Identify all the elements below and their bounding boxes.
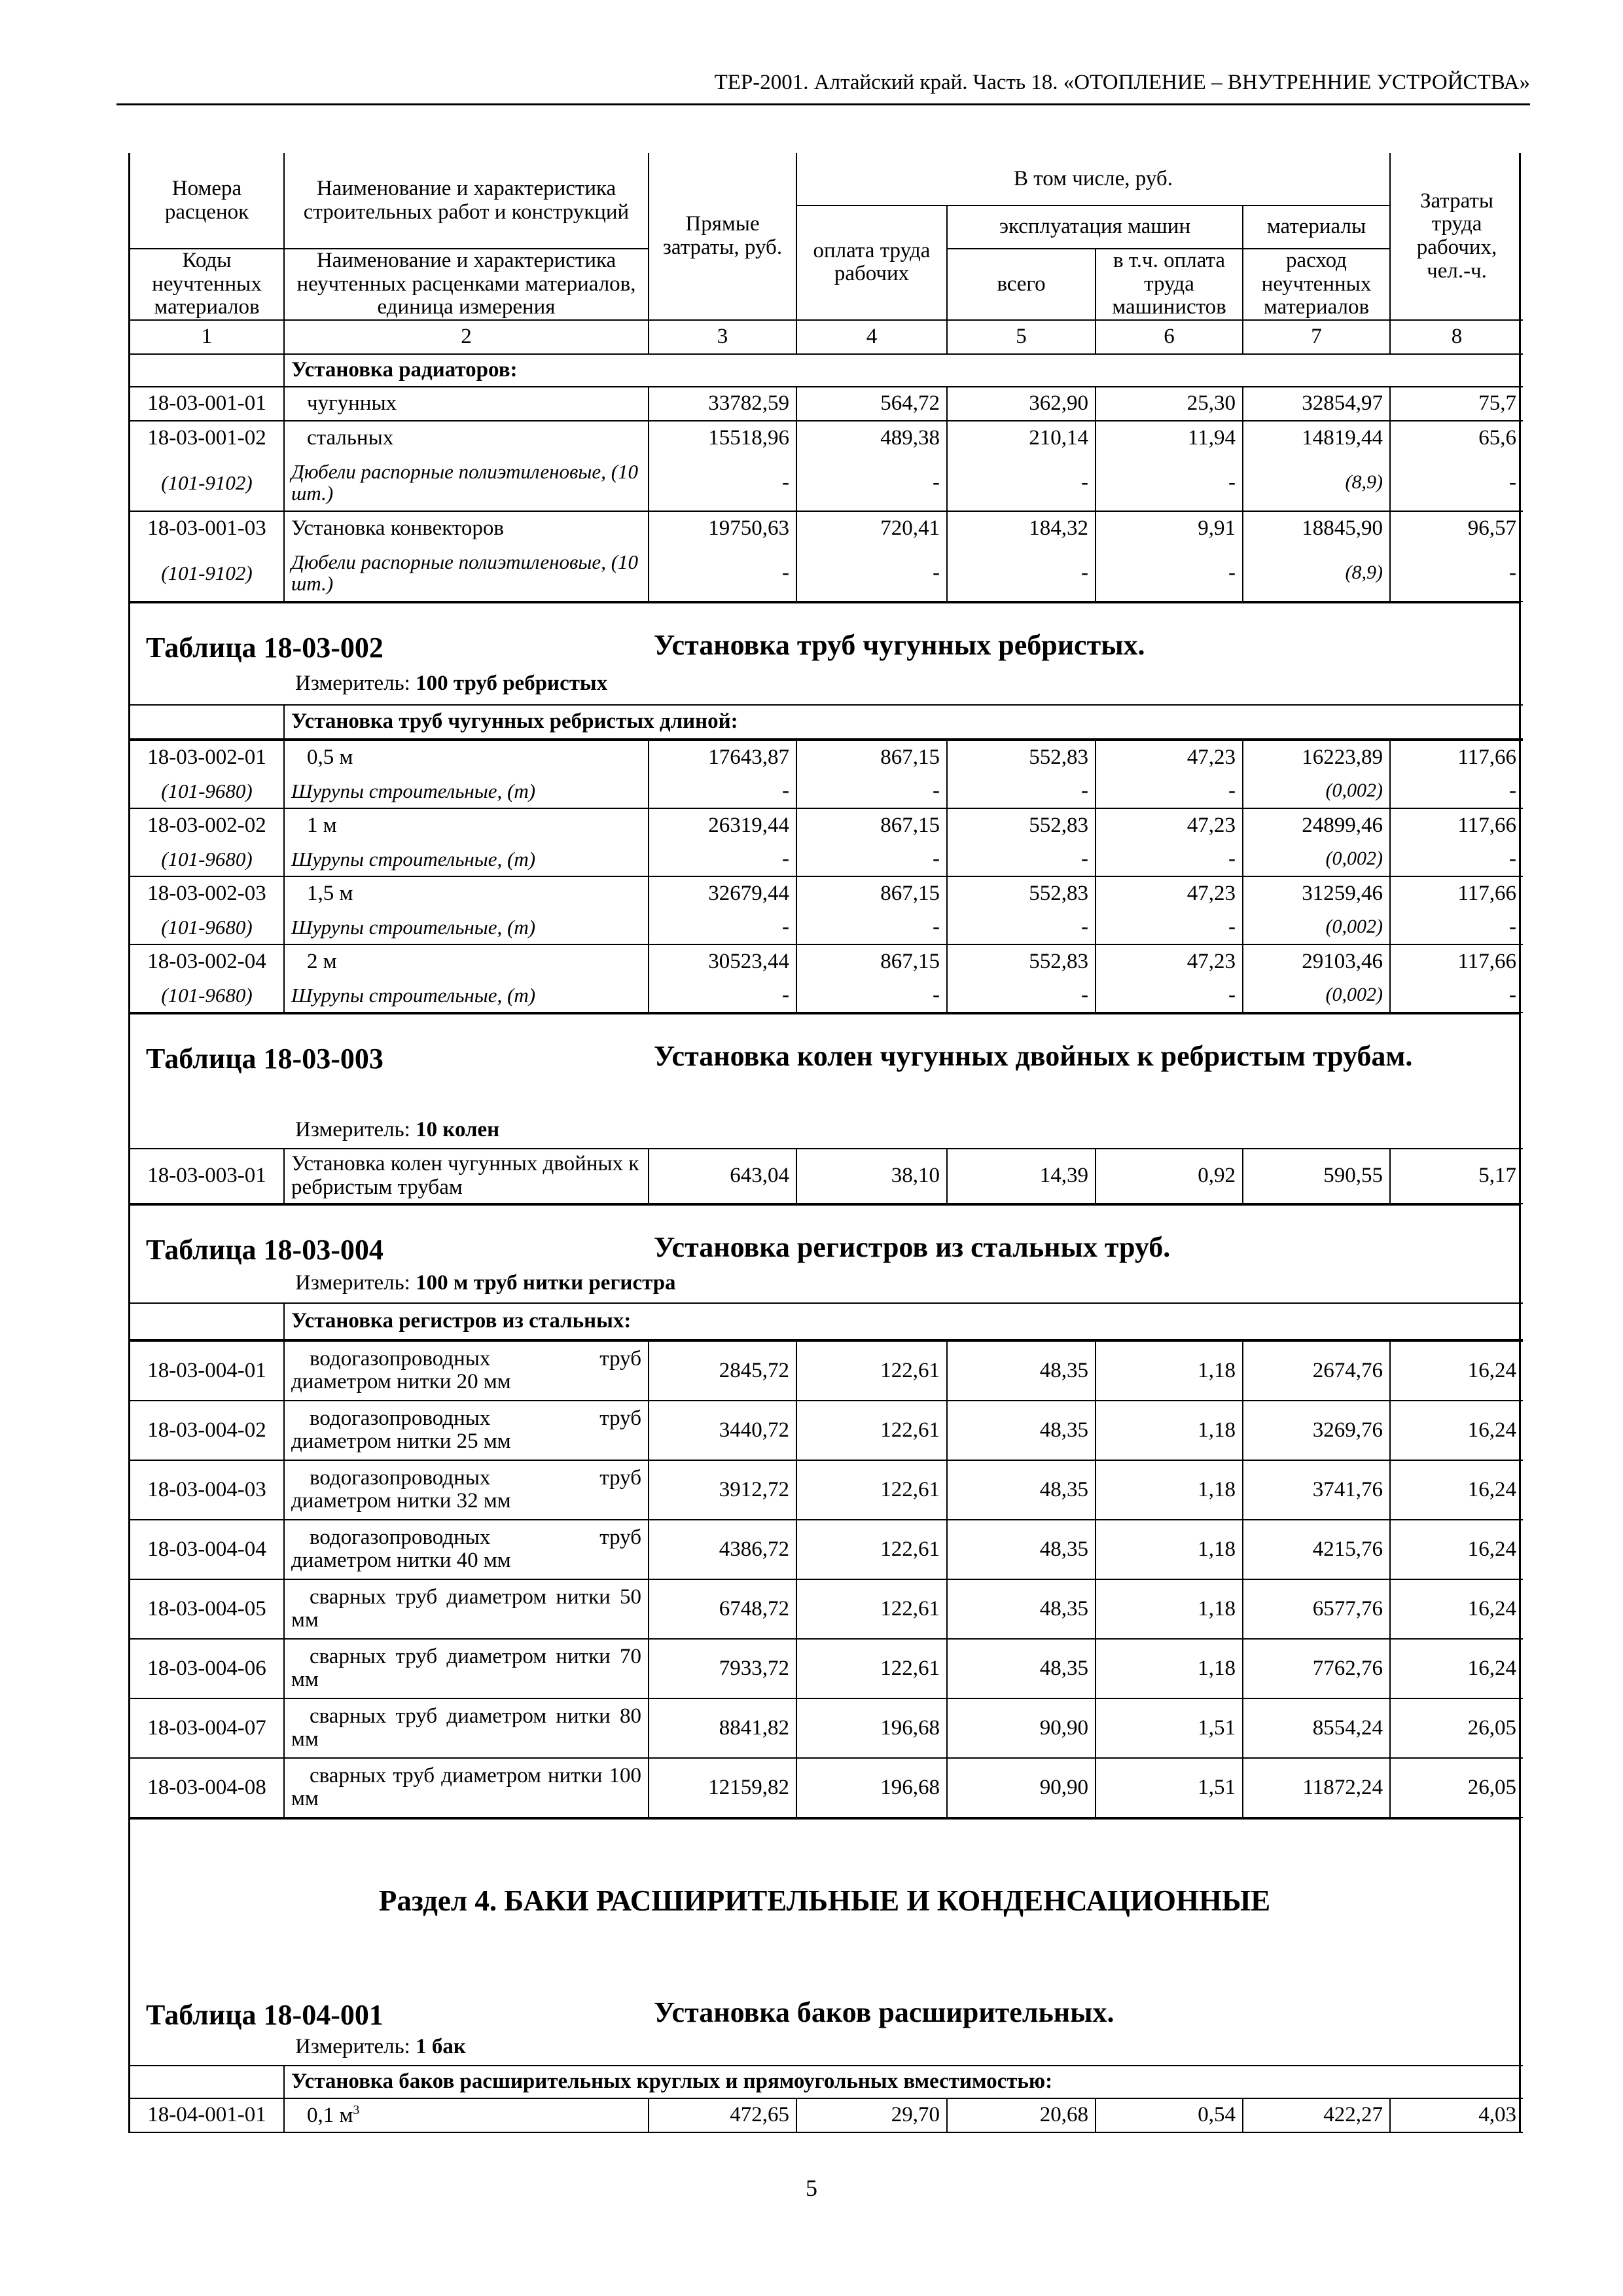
operators-wage: 1,18 — [1096, 1579, 1243, 1639]
col-material-usage-header: расход неучтенных материалов — [1243, 249, 1390, 320]
rate-name: водогазопроводных труб диаметром нитки 40 мм — [284, 1520, 649, 1579]
col-wages-header: оплата труда рабочих — [796, 206, 947, 320]
material-row — [130, 455, 1523, 511]
wages: - — [796, 978, 947, 1013]
table-row — [130, 421, 1523, 455]
direct-cost: 4386,72 — [649, 1520, 796, 1579]
table-row — [130, 387, 1523, 421]
rate-name: сварных труб диаметром нитки 50 мм — [284, 1579, 649, 1639]
material-name: Дюбели распорные полиэтиленовые, (10 шт.) — [284, 455, 649, 511]
materials-cost: 422,27 — [1243, 2098, 1390, 2132]
labor-hours: 16,24 — [1390, 1579, 1523, 1639]
material-code: (101-9102) — [130, 455, 284, 511]
direct-cost: 15518,96 — [649, 421, 796, 455]
materials-cost: 32854,97 — [1243, 387, 1390, 421]
labor-hours: - — [1390, 978, 1523, 1013]
machines-total: - — [947, 910, 1096, 944]
rate-code: 18-04-001-01 — [130, 2098, 284, 2132]
machines-total: 210,14 — [947, 421, 1096, 455]
machines-total: 90,90 — [947, 1698, 1096, 1758]
table-number: Таблица 18-03-003 — [146, 1042, 383, 1075]
labor-hours: 16,24 — [1390, 1401, 1523, 1460]
materials-cost: 18845,90 — [1243, 511, 1390, 545]
rate-table-document — [128, 153, 1521, 2133]
rate-name: сварных труб диаметром нитки 100 мм — [284, 1758, 649, 1818]
table-title: Установка колен чугунных двойных к ребристым трубам. — [654, 1039, 1413, 1072]
machines-total: - — [947, 842, 1096, 876]
col-number: 8 — [1390, 320, 1523, 354]
group-subheader: Установка баков расширительных круглых и прямоугольных вместимостью: — [284, 2066, 1523, 2098]
operators-wage: 9,91 — [1096, 511, 1243, 545]
materials-cost: 590,55 — [1243, 1149, 1390, 1204]
wages: 196,68 — [796, 1758, 947, 1818]
machines-total: 48,35 — [947, 1579, 1096, 1639]
header-rule — [116, 103, 1530, 105]
labor-hours: - — [1390, 455, 1523, 511]
direct-cost: - — [649, 774, 796, 808]
table-18-03-002-rows — [130, 740, 1523, 1013]
table-title: Установка баков расширительных. — [654, 1996, 1115, 2028]
col-name-header: Наименование и характеристика строительных работ и конструкций — [284, 153, 649, 249]
col-operators-wage-header: в т.ч. оплата труда машинистов — [1096, 249, 1243, 320]
rate-name: стальных — [284, 421, 649, 455]
wages: 867,15 — [796, 876, 947, 910]
rate-code: 18-03-001-03 — [130, 511, 284, 545]
table-row — [130, 1520, 1523, 1579]
operators-wage: 1,18 — [1096, 1460, 1243, 1520]
rate-name-text: 0,1 м — [307, 2103, 353, 2127]
operators-wage: 47,23 — [1096, 740, 1243, 774]
labor-hours: 26,05 — [1390, 1698, 1523, 1758]
measure-label: Измеритель: — [295, 2034, 410, 2058]
table-row — [130, 1758, 1523, 1818]
operators-wage: 11,94 — [1096, 421, 1243, 455]
materials-cost: 8554,24 — [1243, 1698, 1390, 1758]
col-number: 6 — [1096, 320, 1243, 354]
machines-total: 48,35 — [947, 1401, 1096, 1460]
direct-cost: - — [649, 978, 796, 1013]
table-header-grid — [130, 153, 1523, 602]
rate-name: водогазопроводных труб диаметром нитки 20 мм — [284, 1341, 649, 1401]
operators-wage: - — [1096, 842, 1243, 876]
labor-hours: 16,24 — [1390, 1460, 1523, 1520]
labor-hours: - — [1390, 910, 1523, 944]
rate-name — [284, 2098, 649, 2132]
material-name: Шурупы строительные, (т) — [284, 842, 649, 876]
operators-wage: 1,18 — [1096, 1520, 1243, 1579]
table-row — [130, 944, 1523, 978]
direct-cost: 2845,72 — [649, 1341, 796, 1401]
table-number: Таблица 18-04-001 — [146, 1998, 383, 2031]
table-18-04-001 — [130, 2065, 1523, 2133]
col-material-name-header: Наименование и характеристика неучтенных расценками материалов, единица измерения — [284, 249, 649, 320]
direct-cost: - — [649, 545, 796, 601]
table-row — [130, 1698, 1523, 1758]
material-code: (101-9680) — [130, 842, 284, 876]
table-row — [130, 2098, 1523, 2132]
labor-hours: 16,24 — [1390, 1639, 1523, 1698]
machines-total: 20,68 — [947, 2098, 1096, 2132]
material-row — [130, 910, 1523, 944]
operators-wage: 1,51 — [1096, 1698, 1243, 1758]
labor-hours: 75,7 — [1390, 387, 1523, 421]
wages: 38,10 — [796, 1149, 947, 1204]
measure-value: 1 бак — [416, 2034, 466, 2058]
measure-unit — [295, 672, 607, 696]
machines-header: эксплуатация машин — [947, 206, 1243, 249]
col-number: 2 — [284, 320, 649, 354]
machines-total: 552,83 — [947, 944, 1096, 978]
rate-name: 1 м — [284, 808, 649, 842]
direct-cost: 17643,87 — [649, 740, 796, 774]
materials-cost: 3269,76 — [1243, 1401, 1390, 1460]
labor-hours: - — [1390, 545, 1523, 601]
rate-code: 18-03-004-07 — [130, 1698, 284, 1758]
wages: 489,38 — [796, 421, 947, 455]
direct-cost: 472,65 — [649, 2098, 796, 2132]
measure-unit — [295, 2035, 466, 2059]
group-subheader: Установка регистров из стальных: — [284, 1303, 1523, 1340]
measure-value: 100 м труб нитки регистра — [416, 1270, 676, 1295]
operators-wage: 0,92 — [1096, 1149, 1243, 1204]
measure-label: Измеритель: — [295, 1270, 410, 1295]
table-heading — [130, 602, 1519, 704]
measure-label: Измеритель: — [295, 671, 410, 695]
materials-cost: 29103,46 — [1243, 944, 1390, 978]
material-name: Шурупы строительные, (т) — [284, 910, 649, 944]
rate-name: водогазопроводных труб диаметром нитки 25 мм — [284, 1401, 649, 1460]
col-code-header: Номера расценок — [130, 153, 284, 249]
table-row — [130, 511, 1523, 545]
table-row — [130, 740, 1523, 774]
machines-total: - — [947, 978, 1096, 1013]
col-direct-cost-header: Прямые затраты, руб. — [649, 153, 796, 320]
rate-name: сварных труб диаметром нитки 80 мм — [284, 1698, 649, 1758]
operators-wage: 1,18 — [1096, 1639, 1243, 1698]
direct-cost: 12159,82 — [649, 1758, 796, 1818]
materials-cost: 24899,46 — [1243, 808, 1390, 842]
material-code: (101-9680) — [130, 978, 284, 1013]
material-code: (101-9680) — [130, 774, 284, 808]
material-row — [130, 545, 1523, 601]
wages: 122,61 — [796, 1520, 947, 1579]
table-18-03-002 — [130, 704, 1523, 740]
direct-cost: 33782,59 — [649, 387, 796, 421]
col-material-code-header: Коды неучтенных материалов — [130, 249, 284, 320]
machines-total: 48,35 — [947, 1639, 1096, 1698]
operators-wage: - — [1096, 774, 1243, 808]
labor-hours: 117,66 — [1390, 740, 1523, 774]
materials-cost: 3741,76 — [1243, 1460, 1390, 1520]
wages: 29,70 — [796, 2098, 947, 2132]
rate-name: Установка колен чугунных двойных к ребристым трубам — [284, 1149, 649, 1204]
wages: - — [796, 455, 947, 511]
operators-wage: - — [1096, 910, 1243, 944]
measure-unit — [295, 1271, 676, 1295]
rate-name: Установка конвекторов — [284, 511, 649, 545]
labor-hours: 117,66 — [1390, 808, 1523, 842]
rate-code: 18-03-004-03 — [130, 1460, 284, 1520]
table-18-03-004-rows — [130, 1340, 1523, 1818]
materials-cost: 2674,76 — [1243, 1341, 1390, 1401]
machines-total: - — [947, 545, 1096, 601]
labor-hours: 117,66 — [1390, 876, 1523, 910]
rate-code: 18-03-002-01 — [130, 740, 284, 774]
machines-total: - — [947, 455, 1096, 511]
labor-hours: - — [1390, 774, 1523, 808]
material-usage: (8,9) — [1243, 455, 1390, 511]
rate-code: 18-03-001-01 — [130, 387, 284, 421]
materials-cost: 7762,76 — [1243, 1639, 1390, 1698]
material-name: Шурупы строительные, (т) — [284, 774, 649, 808]
operators-wage: 47,23 — [1096, 808, 1243, 842]
rate-name: 2 м — [284, 944, 649, 978]
col-number: 1 — [130, 320, 284, 354]
section-title: Раздел 4. БАКИ РАСШИРИТЕЛЬНЫЕ И КОНДЕНСАЦИОННЫЕ — [378, 1884, 1271, 1917]
rate-name: водогазопроводных труб диаметром нитки 32 мм — [284, 1460, 649, 1520]
labor-hours: 26,05 — [1390, 1758, 1523, 1818]
table-row — [130, 1341, 1523, 1401]
labor-hours: 16,24 — [1390, 1341, 1523, 1401]
direct-cost: - — [649, 455, 796, 511]
table-row — [130, 876, 1523, 910]
operators-wage: - — [1096, 978, 1243, 1013]
labor-hours: 16,24 — [1390, 1520, 1523, 1579]
wages: 196,68 — [796, 1698, 947, 1758]
materials-cost: 6577,76 — [1243, 1579, 1390, 1639]
table-row — [130, 1149, 1523, 1204]
material-usage: (0,002) — [1243, 910, 1390, 944]
machines-total: 184,32 — [947, 511, 1096, 545]
col-machines-total-header: всего — [947, 249, 1096, 320]
machines-total: 90,90 — [947, 1758, 1096, 1818]
table-18-03-004 — [130, 1302, 1523, 1340]
table-row — [130, 1639, 1523, 1698]
material-name: Дюбели распорные полиэтиленовые, (10 шт.) — [284, 545, 649, 601]
table-number: Таблица 18-03-002 — [146, 631, 383, 664]
wages: 122,61 — [796, 1460, 947, 1520]
materials-header: материалы — [1243, 206, 1390, 249]
machines-total: 48,35 — [947, 1341, 1096, 1401]
table-heading — [130, 1013, 1519, 1148]
labor-hours: 96,57 — [1390, 511, 1523, 545]
rate-name: 0,5 м — [284, 740, 649, 774]
direct-cost: - — [649, 910, 796, 944]
wages: 122,61 — [796, 1401, 947, 1460]
wages: 867,15 — [796, 808, 947, 842]
labor-hours: 5,17 — [1390, 1149, 1523, 1204]
machines-total: 552,83 — [947, 808, 1096, 842]
group-subheader: Установка радиаторов: — [284, 354, 1523, 387]
wages: - — [796, 774, 947, 808]
machines-total: 552,83 — [947, 740, 1096, 774]
machines-total: 552,83 — [947, 876, 1096, 910]
table-heading — [130, 1204, 1519, 1302]
rate-code: 18-03-004-05 — [130, 1579, 284, 1639]
material-usage: (0,002) — [1243, 978, 1390, 1013]
material-code: (101-9680) — [130, 910, 284, 944]
rate-name: чугунных — [284, 387, 649, 421]
direct-cost: 8841,82 — [649, 1698, 796, 1758]
col-number: 7 — [1243, 320, 1390, 354]
measure-value: 100 труб ребристых — [416, 671, 608, 695]
page-number: 5 — [806, 2175, 817, 2201]
rate-code: 18-03-003-01 — [130, 1149, 284, 1204]
machines-total: 362,90 — [947, 387, 1096, 421]
col-number: 4 — [796, 320, 947, 354]
material-usage: (0,002) — [1243, 774, 1390, 808]
wages: 867,15 — [796, 740, 947, 774]
wages: - — [796, 545, 947, 601]
material-row — [130, 978, 1523, 1013]
labor-hours: 117,66 — [1390, 944, 1523, 978]
group-subheader: Установка труб чугунных ребристых длиной: — [284, 705, 1523, 739]
operators-wage: 25,30 — [1096, 387, 1243, 421]
measure-label: Измеритель: — [295, 1117, 410, 1141]
wages: 122,61 — [796, 1579, 947, 1639]
col-number: 3 — [649, 320, 796, 354]
operators-wage: - — [1096, 545, 1243, 601]
materials-cost: 4215,76 — [1243, 1520, 1390, 1579]
wages: 867,15 — [796, 944, 947, 978]
operators-wage: 1,18 — [1096, 1341, 1243, 1401]
wages: - — [796, 842, 947, 876]
material-usage: (8,9) — [1243, 545, 1390, 601]
wages: 564,72 — [796, 387, 947, 421]
wages: - — [796, 910, 947, 944]
direct-cost: 6748,72 — [649, 1579, 796, 1639]
col-number: 5 — [947, 320, 1096, 354]
measure-value: 10 колен — [416, 1117, 500, 1141]
material-row — [130, 842, 1523, 876]
col-labor-hours-header: Затраты труда рабочих, чел.-ч. — [1390, 153, 1523, 320]
section-heading — [130, 1818, 1519, 1998]
including-header: В том числе, руб. — [796, 153, 1390, 206]
labor-hours: - — [1390, 842, 1523, 876]
rate-name: 1,5 м — [284, 876, 649, 910]
table-row — [130, 1579, 1523, 1639]
table-row — [130, 808, 1523, 842]
operators-wage: 1,18 — [1096, 1401, 1243, 1460]
wages: 122,61 — [796, 1341, 947, 1401]
direct-cost: 26319,44 — [649, 808, 796, 842]
rate-code: 18-03-004-08 — [130, 1758, 284, 1818]
table-heading — [130, 1998, 1519, 2065]
material-name: Шурупы строительные, (т) — [284, 978, 649, 1013]
table-row — [130, 1460, 1523, 1520]
rate-code: 18-03-004-04 — [130, 1520, 284, 1579]
table-title: Установка труб чугунных ребристых. — [654, 628, 1145, 661]
direct-cost: 3912,72 — [649, 1460, 796, 1520]
direct-cost: 643,04 — [649, 1149, 796, 1204]
labor-hours: 65,6 — [1390, 421, 1523, 455]
rate-code: 18-03-004-01 — [130, 1341, 284, 1401]
materials-cost: 31259,46 — [1243, 876, 1390, 910]
direct-cost: 19750,63 — [649, 511, 796, 545]
materials-cost: 11872,24 — [1243, 1758, 1390, 1818]
labor-hours: 4,03 — [1390, 2098, 1523, 2132]
machines-total: - — [947, 774, 1096, 808]
rate-code: 18-03-001-02 — [130, 421, 284, 455]
measure-unit — [295, 1118, 499, 1142]
wages: 720,41 — [796, 511, 947, 545]
table-18-03-003 — [130, 1148, 1523, 1204]
direct-cost: 7933,72 — [649, 1639, 796, 1698]
operators-wage: 47,23 — [1096, 876, 1243, 910]
machines-total: 14,39 — [947, 1149, 1096, 1204]
machines-total: 48,35 — [947, 1460, 1096, 1520]
rate-code: 18-03-004-06 — [130, 1639, 284, 1698]
direct-cost: 32679,44 — [649, 876, 796, 910]
rate-code: 18-03-002-04 — [130, 944, 284, 978]
operators-wage: - — [1096, 455, 1243, 511]
material-row — [130, 774, 1523, 808]
operators-wage: 0,54 — [1096, 2098, 1243, 2132]
direct-cost: 30523,44 — [649, 944, 796, 978]
rate-code: 18-03-002-02 — [130, 808, 284, 842]
wages: 122,61 — [796, 1639, 947, 1698]
rate-name: сварных труб диаметром нитки 70 мм — [284, 1639, 649, 1698]
table-title: Установка регистров из стальных труб. — [654, 1230, 1171, 1263]
materials-cost: 16223,89 — [1243, 740, 1390, 774]
running-header: ТЕР-2001. Алтайский край. Часть 18. «ОТОПЛЕНИЕ – ВНУТРЕННИЕ УСТРОЙСТВА» — [714, 71, 1530, 94]
rate-code: 18-03-004-02 — [130, 1401, 284, 1460]
machines-total: 48,35 — [947, 1520, 1096, 1579]
material-code: (101-9102) — [130, 545, 284, 601]
materials-cost: 14819,44 — [1243, 421, 1390, 455]
table-number: Таблица 18-03-004 — [146, 1233, 383, 1266]
direct-cost: 3440,72 — [649, 1401, 796, 1460]
direct-cost: - — [649, 842, 796, 876]
material-usage: (0,002) — [1243, 842, 1390, 876]
table-row — [130, 1401, 1523, 1460]
operators-wage: 47,23 — [1096, 944, 1243, 978]
rate-code: 18-03-002-03 — [130, 876, 284, 910]
superscript: 3 — [353, 2102, 360, 2117]
operators-wage: 1,51 — [1096, 1758, 1243, 1818]
